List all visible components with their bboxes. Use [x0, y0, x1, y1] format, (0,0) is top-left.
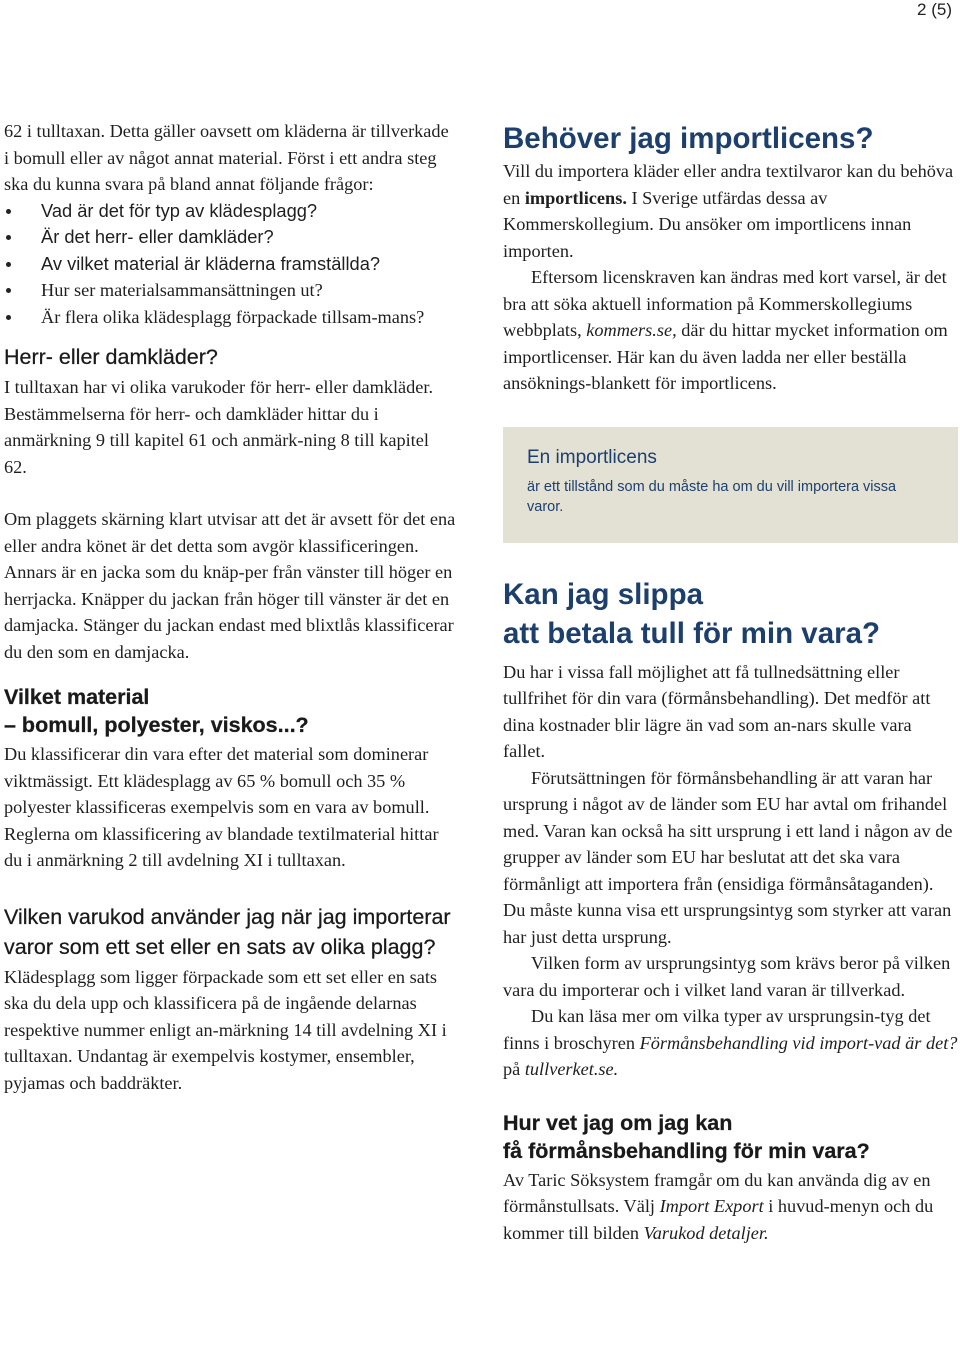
heading-taric-line2: få förmånsbehandling för min vara?	[503, 1138, 870, 1163]
tullverket-link-text: tullverket.se.	[524, 1059, 619, 1079]
duty-para-3: Vilken form av ursprungsintyg som krävs beror på vilken vara du importerar och i vilket land varan är tillverkad.	[503, 953, 951, 1000]
importlicens-bold: importlicens.	[524, 187, 627, 208]
brochure-title: Förmånsbehandling vid import-vad är det?	[639, 1032, 958, 1053]
heading-taric-line1: Hur vet jag om jag kan	[503, 1110, 733, 1135]
heading-duty-line1: Kan jag slippa	[503, 577, 703, 611]
right-column	[503, 118, 958, 1246]
import-export-menu-text: Import Export	[659, 1196, 764, 1216]
gender-para-1: I tulltaxan har vi olika varukoder för herr- eller damkläder. Bestämmelserna för herr- och damkläder hittar du i anmärkning 9 till kapitel 61 och anmärk-ning 8 till kapitel 62.	[4, 377, 434, 477]
question-item: Av vilket material är kläderna framställda?	[4, 251, 456, 278]
question-item: Hur ser materialsammansättningen ut?	[4, 277, 456, 304]
heading-duty	[503, 575, 958, 653]
taric-para: Av Taric Söksystem framgår om du kan använda dig av en förmånstullsats. Välj Import Export i huvud-menyn och du kommer till bilden Varukod detaljer.	[503, 1169, 934, 1243]
heading-material	[4, 683, 456, 739]
license-para-2: Eftersom licenskraven kan ändras med kort varsel, är det bra att söka aktuell information på Kommerskollegiums webbplats, kommers.se, där du hittar mycket information om importlicenser. Här kan du även ladda ner eller beställa ansöknings-blankett för importlicens.	[503, 267, 948, 393]
question-list	[4, 198, 456, 331]
info-box	[503, 427, 958, 543]
heading-license: Behöver jag importlicens?	[503, 122, 874, 155]
left-column	[4, 118, 456, 1096]
license-para-1: Vill du importera kläder eller andra textilvaror kan du behöva en importlicens. I Sverige utfärdas dessa av Kommerskollegium. Du ansöker om importlicens innan importen.	[503, 161, 954, 261]
info-box-title: En importlicens	[527, 446, 657, 468]
gender-para-2: Om plaggets skärning klart utvisar att det är avsett för det ena eller andra könet är det detta som avgör klassificeringen. Annars är en jacka som du knäp-per från vänster till höger en herrjacka. Knäpper du jackan från höger till vänster är det en damjacka. Stänger du jackan endast med blixtlås klassificerar du den som en damjacka.	[4, 509, 456, 662]
page-number: 2 (5)	[917, 0, 952, 19]
question-item: Vad är det för typ av klädesplagg?	[4, 198, 456, 225]
heading-material-line1: Vilket material	[4, 685, 150, 709]
duty-para-1: Du har i vissa fall möjlighet att få tullnedsättning eller tullfrihet för din vara (förmånsbehandling). Det medför att dina kostnader blir lägre än vad som an-nars skulle vara fallet.	[503, 661, 931, 761]
intro-text: 62 i tulltaxan. Detta gäller oavsett om kläderna är tillverkade i bomull eller av något annat material. Först i ett andra steg ska du kunna svara på bland annat följande frågor:	[4, 121, 449, 194]
question-item: Är flera olika klädesplagg förpackade tillsam-mans?	[4, 304, 456, 331]
kommers-link-text: kommers.se,	[586, 320, 677, 340]
duty-para-2: Förutsättningen för förmånsbehandling är att varan har ursprung i något av de länder som EU har avtal om frihandel med. Varan kan också ha sitt ursprung i ett land i någon av de grupper av länder som EU har beslutat att det ska vara förmånligt att importera från (ensidiga förmånsåtaganden). Du måste kunna visa ett ursprungsintyg som styrker att varan har just detta ursprung.	[503, 767, 953, 947]
heading-gender: Herr- eller damkläder?	[4, 345, 218, 369]
heading-duty-line2: att betala tull för min vara?	[503, 616, 881, 650]
question-item: Är det herr- eller damkläder?	[4, 224, 456, 251]
duty-para-4: Du kan läsa mer om vilka typer av ursprungsin-tyg det finns i broschyren Förmånsbehandling vid import-vad är det? på tullverket.se.	[503, 1006, 958, 1079]
varukod-detaljer-text: Varukod detaljer.	[643, 1222, 769, 1243]
heading-set: Vilken varukod använder jag när jag importerar varor som ett set eller en sats av olika plagg?	[4, 904, 451, 959]
set-para: Klädesplagg som ligger förpackade som ett set eller en sats ska du dela upp och klassificera på de ingående delarnas respektive nummer enligt an-märkning 14 till avdelning XI i tulltaxan. Undantag är exempelvis kostymer, ensembler, pyjamas och baddräkter.	[4, 966, 447, 1093]
info-box-text: är ett tillstånd som du måste ha om du vill importera vissa varor.	[527, 478, 897, 515]
heading-material-line2: – bomull, polyester, viskos...?	[4, 713, 309, 737]
heading-taric	[503, 1109, 958, 1165]
material-para: Du klassificerar din vara efter det material som dominerar viktmässigt. Ett klädesplagg av 65 % bomull och 35 % polyester klassificeras exempelvis som en vara av bomull. Reglerna om klassificering av blandade textilmaterial hittar du i anmärkning 2 till avdelning XI i tulltaxan.	[4, 744, 439, 870]
